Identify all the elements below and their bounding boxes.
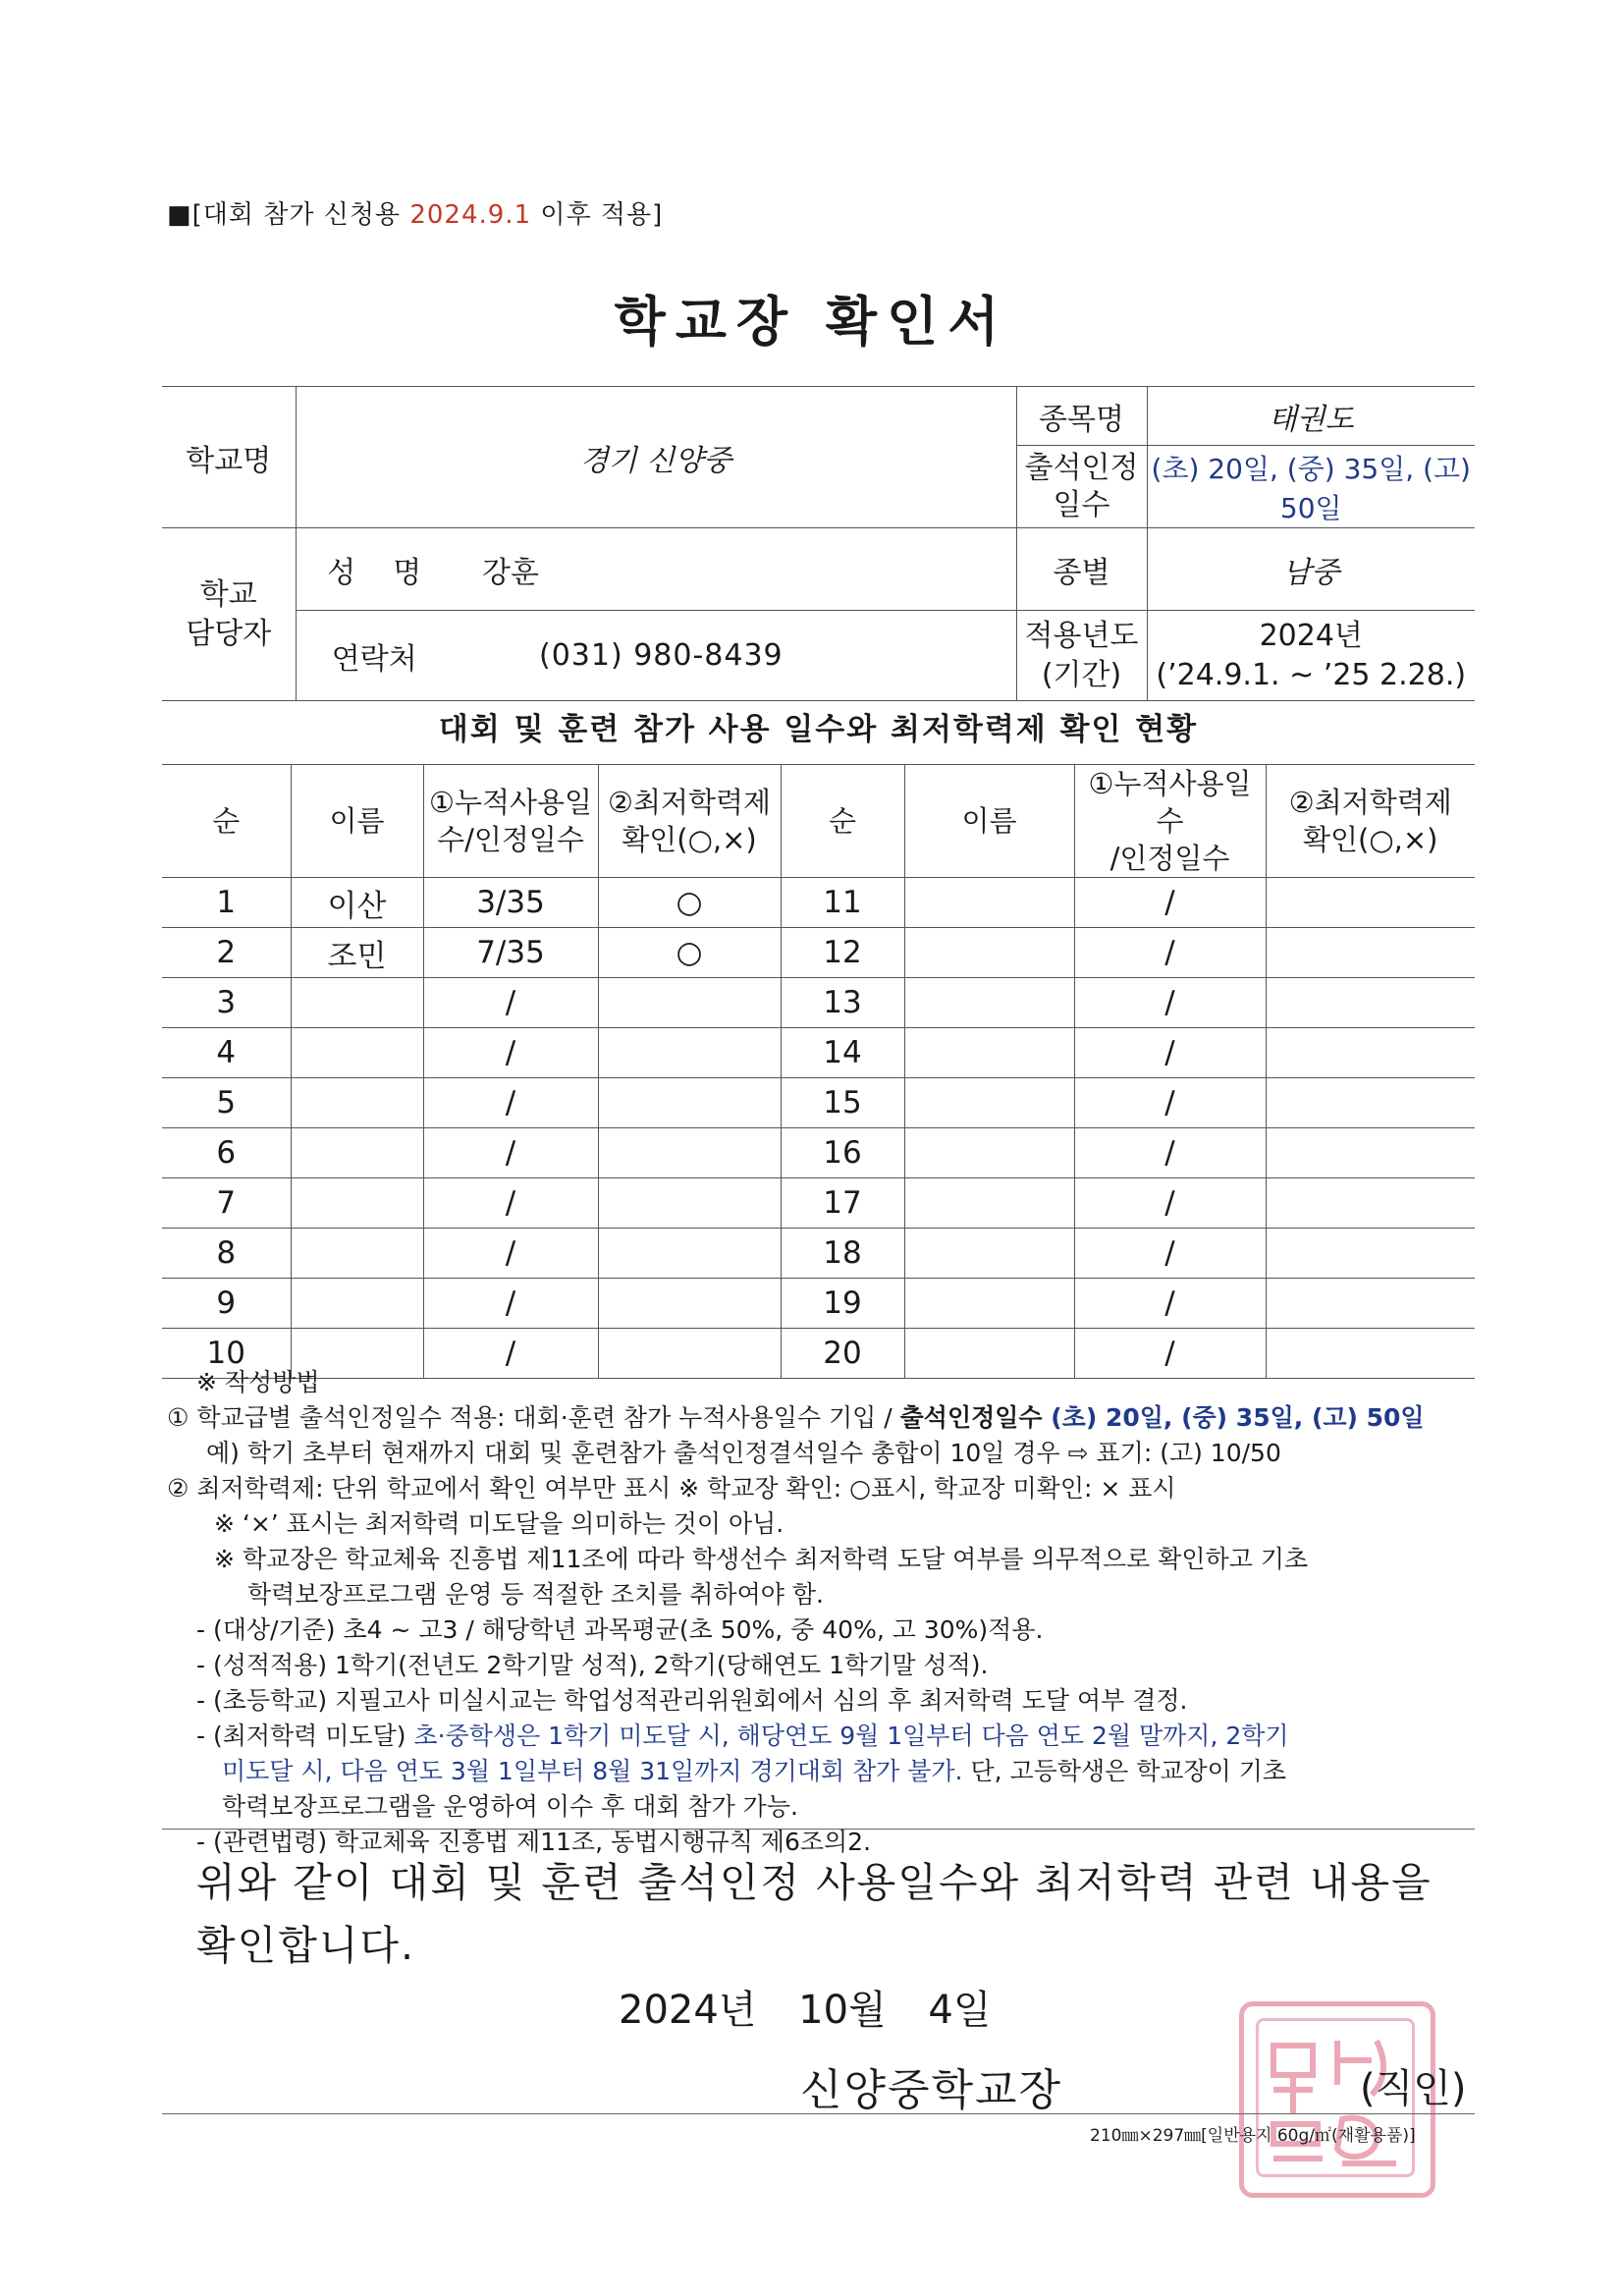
roster-name-cell: 조민: [291, 928, 423, 978]
roster-no-cell: 4: [162, 1028, 291, 1078]
roster-check-cell: [1266, 1028, 1475, 1078]
manager-label-line1: 학교: [199, 576, 257, 612]
table-row: [162, 1028, 1475, 1078]
roster-days-cell: /: [1074, 1028, 1266, 1078]
table-row: [162, 978, 1475, 1028]
method-line-6: 학력보장프로그램 운영 등 적절한 조치를 취하여야 함.: [247, 1580, 824, 1609]
roster-name-cell: [904, 978, 1074, 1028]
year-value: [1147, 611, 1475, 701]
method-line-8: - (성적적용) 1학기(전년도 2학기말 성적), 2학기(당해연도 1학기말 성적).: [196, 1651, 989, 1679]
gender-label: 종별: [1016, 528, 1147, 611]
roster-name-cell: [904, 1028, 1074, 1078]
roster-check-cell: [1266, 1229, 1475, 1279]
roster-days-cell: /: [1074, 878, 1266, 928]
roster-subtitle: 대회 및 훈련 참가 사용 일수와 최저학력제 확인 현황: [438, 712, 1199, 747]
divider-top: [162, 1829, 1475, 1830]
roster-name-cell: [291, 1178, 423, 1229]
method-line-13: - (관련법령) 학교체육 진흥법 제11조, 동법시행규칙 제6조의2.: [196, 1828, 872, 1856]
roster-days-cell: 7/35: [423, 928, 598, 978]
roster-days-cell: /: [423, 1178, 598, 1229]
roster-name-cell: [291, 1279, 423, 1329]
roster-days-cell: /: [1074, 1329, 1266, 1379]
roster-no-cell: 15: [781, 1078, 904, 1128]
roster-check-cell: [598, 1178, 781, 1229]
method-line-7: - (대상/기준) 초4 ~ 고3 / 해당학년 과목평균(초 50%, 중 40%, 고 30%)적용.: [196, 1615, 1044, 1644]
year-label-line1: 적용년도: [1024, 618, 1139, 653]
header-check-line2: 확인(○,×): [622, 823, 757, 856]
method-line-1c: (초) 20일, (중) 35일, (고) 50일: [1051, 1403, 1425, 1432]
roster-days-cell: /: [423, 1329, 598, 1379]
roster-check-cell: [598, 1028, 781, 1078]
method-line-1b: 출석인정일수: [899, 1403, 1052, 1432]
signer-name: 신양중학교장: [800, 2065, 1063, 2115]
header-days-line1: ①누적사용일: [428, 786, 593, 819]
roster-no-cell: 13: [781, 978, 904, 1028]
confirm-line-2: 확인합니다.: [196, 1922, 416, 1969]
roster-name-cell: [904, 1128, 1074, 1178]
method-line-11a: 미도달 시, 다음 연도 3월 1일부터 8월 31일까지 경기대회 참가 불가.: [222, 1757, 963, 1785]
roster-check-cell: [598, 1128, 781, 1178]
method-line-5: ※ 학교장은 학교체육 진흥법 제11조에 따라 학생선수 최저학력 도달 여부를 의무적으로 확인하고 기초: [214, 1545, 1309, 1573]
table-row: [162, 928, 1475, 978]
date-month: 10월: [798, 1988, 887, 2033]
roster-no-cell: 9: [162, 1279, 291, 1329]
roster-name-cell: 이산: [291, 878, 423, 928]
divider-bottom: [162, 2113, 1475, 2114]
method-heading: ※ 작성방법: [196, 1368, 320, 1396]
roster-no-cell: 5: [162, 1078, 291, 1128]
method-line-4: ※ ‘×’ 표시는 최저학력 미도달을 의미하는 것이 아님.: [214, 1509, 784, 1538]
roster-header-row: [162, 765, 1475, 878]
paper-spec: 210㎜×297㎜[일반용지 60g/㎡(재활용품)]: [1090, 2126, 1416, 2146]
roster-no-cell: 19: [781, 1279, 904, 1329]
header-days: [423, 765, 598, 878]
school-value: 경기 신양중: [296, 387, 1016, 528]
header-days-2: [1074, 765, 1266, 878]
year-label-line2: (기간): [1041, 657, 1122, 692]
year-value-line1: 2024년: [1259, 618, 1363, 653]
method-line-9: - (초등학교) 지필고사 미실시교는 학업성적관리위원회에서 심의 후 최저학력 도달 여부 결정.: [196, 1686, 1188, 1715]
roster-check-cell: [1266, 1128, 1475, 1178]
method-line-11: [167, 1754, 1483, 1789]
confirm-line-1: 위와 같이 대회 및 훈련 출석인정 사용일수와 최저학력 관련 내용을: [196, 1859, 1433, 1906]
method-line-1a: ① 학교급별 출석인정일수 적용: 대회·훈련 참가 누적사용일수 기입 /: [167, 1403, 900, 1432]
method-line-3: ② 최저학력제: 단위 학교에서 확인 여부만 표시 ※ 학교장 확인: ○표시, 학교장 미확인: × 표시: [167, 1474, 1176, 1503]
attend-label-line1: 출석인정: [1024, 450, 1139, 485]
manager-label-line2: 담당자: [186, 616, 272, 651]
roster-check-cell: [1266, 1178, 1475, 1229]
roster-days-cell: /: [423, 1028, 598, 1078]
method-line-10: [167, 1719, 1483, 1754]
roster-days-cell: /: [1074, 928, 1266, 978]
roster-check-cell: [598, 1229, 781, 1279]
roster-check-cell: ○: [598, 878, 781, 928]
roster-no-cell: 2: [162, 928, 291, 978]
date-day: 4일: [928, 1988, 992, 2033]
roster-no-cell: 6: [162, 1128, 291, 1178]
year-label: [1016, 611, 1147, 701]
header-note-date: 2024.9.1: [409, 200, 532, 230]
header-days-2-line1: ①누적사용일수: [1088, 767, 1252, 838]
roster-no-cell: 3: [162, 978, 291, 1028]
roster-check-cell: [1266, 1279, 1475, 1329]
method-line-12: 학력보장프로그램을 운영하여 이수 후 대회 참가 가능.: [222, 1792, 798, 1821]
roster-days-cell: /: [1074, 1279, 1266, 1329]
roster-no-cell: 7: [162, 1178, 291, 1229]
sport-label: 종목명: [1016, 387, 1147, 446]
issue-date: [619, 1979, 992, 2035]
roster-check-cell: [1266, 928, 1475, 978]
method-line-1: [167, 1400, 1483, 1436]
attend-label-line2: 일수: [1053, 487, 1110, 522]
gender-value: 남중: [1147, 528, 1475, 611]
roster-no-cell: 20: [781, 1329, 904, 1379]
roster-check-cell: [1266, 978, 1475, 1028]
roster-no-cell: 1: [162, 878, 291, 928]
roster-check-cell: [598, 1279, 781, 1329]
roster-days-cell: /: [1074, 1078, 1266, 1128]
roster-name-cell: [291, 1229, 423, 1279]
header-name-2: 이름: [904, 765, 1074, 878]
method-line-2: 예) 학기 초부터 현재까지 대회 및 훈련참가 출석인정결석일수 총합이 10일 경우 ⇨ 표기: (고) 10/50: [206, 1439, 1281, 1467]
roster-no-cell: 18: [781, 1229, 904, 1279]
roster-days-cell: /: [423, 978, 598, 1028]
roster-days-cell: /: [423, 1279, 598, 1329]
roster-no-cell: 10: [162, 1329, 291, 1379]
roster-days-cell: /: [1074, 978, 1266, 1028]
method-notes: [167, 1365, 1483, 1860]
table-row: [162, 1229, 1475, 1279]
roster-check-cell: [1266, 1078, 1475, 1128]
table-row: [162, 1078, 1475, 1128]
header-check: [598, 765, 781, 878]
school-label: 학교명: [162, 387, 296, 528]
roster-no-cell: 16: [781, 1128, 904, 1178]
roster-name-cell: [904, 1229, 1074, 1279]
header-name: 이름: [291, 765, 423, 878]
roster-name-cell: [291, 1078, 423, 1128]
header-days-line2: 수/인정일수: [437, 823, 584, 856]
method-line-10b: 초·중학생은 1학기 미도달 시, 해당연도 9월 1일부터 다음 연도 2월 말까지, 2학기: [413, 1722, 1289, 1750]
table-row: [162, 1279, 1475, 1329]
roster-no-cell: 11: [781, 878, 904, 928]
roster-days-cell: /: [1074, 1128, 1266, 1178]
header-note-prefix: ■[대회 참가 신청용: [167, 200, 410, 230]
header-no: 순: [162, 765, 291, 878]
roster-name-cell: [904, 878, 1074, 928]
roster-name-cell: [904, 1078, 1074, 1128]
roster-days-cell: /: [1074, 1178, 1266, 1229]
roster-check-cell: [598, 978, 781, 1028]
roster-no-cell: 14: [781, 1028, 904, 1078]
roster-table: [162, 764, 1475, 1379]
attend-label: [1016, 446, 1147, 528]
roster-check-cell: [598, 1078, 781, 1128]
table-row: [162, 1178, 1475, 1229]
contact-value: (031) 980-8439: [453, 611, 1016, 701]
info-table: [162, 386, 1475, 701]
method-line-10a: - (최저학력 미도달): [196, 1722, 414, 1750]
header-check-2-line1: ②최저학력제: [1288, 786, 1452, 819]
roster-name-cell: [291, 978, 423, 1028]
contact-label: 연락처: [296, 611, 453, 701]
table-row: [162, 878, 1475, 928]
page-title: 학교장 확인서: [614, 291, 1009, 353]
header-note-suffix: 이후 적용]: [531, 200, 664, 230]
roster-name-cell: [904, 1279, 1074, 1329]
year-value-line2: (’24.9.1. ~ ’25 2.28.): [1156, 657, 1467, 692]
header-check-line1: ②최저학력제: [607, 786, 772, 819]
sport-value: 태권도: [1147, 387, 1475, 446]
roster-name-cell: [904, 1178, 1074, 1229]
roster-check-cell: ○: [598, 928, 781, 978]
roster-name-cell: [291, 1128, 423, 1178]
roster-name-cell: [904, 928, 1074, 978]
name-label: 성 명: [296, 528, 453, 611]
date-year: 2024년: [619, 1988, 757, 2033]
header-note: [167, 194, 663, 231]
roster-days-cell: /: [423, 1128, 598, 1178]
method-line-11b: 단, 고등학생은 학교장이 기초: [962, 1757, 1287, 1785]
confirm-statement: [196, 1851, 1492, 1977]
header-check-2-line2: 확인(○,×): [1303, 823, 1438, 856]
roster-days-cell: /: [1074, 1229, 1266, 1279]
roster-no-cell: 17: [781, 1178, 904, 1229]
header-days-2-line2: /인정일수: [1109, 842, 1230, 875]
roster-days-cell: 3/35: [423, 878, 598, 928]
roster-no-cell: 8: [162, 1229, 291, 1279]
roster-no-cell: 12: [781, 928, 904, 978]
manager-label: [162, 528, 296, 701]
table-row: [162, 1128, 1475, 1178]
header-no-2: 순: [781, 765, 904, 878]
name-value: 강훈: [453, 528, 1016, 611]
roster-check-cell: [1266, 878, 1475, 928]
header-check-2: [1266, 765, 1475, 878]
attend-value: (초) 20일, (중) 35일, (고) 50일: [1147, 446, 1475, 528]
roster-days-cell: /: [423, 1229, 598, 1279]
roster-name-cell: [291, 1028, 423, 1078]
roster-days-cell: /: [423, 1078, 598, 1128]
seal-label: (직인): [1360, 2066, 1467, 2111]
